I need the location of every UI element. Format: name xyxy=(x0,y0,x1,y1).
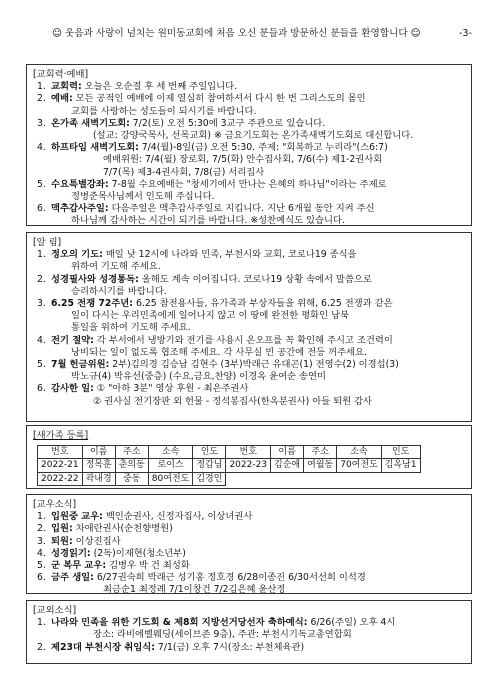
table-cell: 정목훈 xyxy=(82,459,115,472)
item-key: 입원중 교우: xyxy=(51,511,103,523)
list-item xyxy=(33,179,465,191)
table-cell: 여월동 xyxy=(304,459,337,472)
item-key: 나라와 민족을 위한 기도회 & 제8회 지방선거당선자 축하예식: xyxy=(51,617,308,629)
item-continuation: 일이 다시는 우리민족에게 일어나지 않고 이 땅에 완전한 평화인 남북 xyxy=(71,310,350,322)
item-number: 3. xyxy=(37,535,46,547)
item-text: 다음주일은 맥추감사주일로 지킵니다. 지난 6개월 동안 지켜 주신 xyxy=(108,203,375,215)
item-key: 입원: xyxy=(51,523,73,535)
section-title: [교외소식] xyxy=(33,605,77,616)
item-text: 오늘은 오순절 후 세 번째 주일입니다. xyxy=(81,81,238,93)
item-number: 4. xyxy=(37,334,46,346)
item-text: 7/4(월)-8일(금) 오전 5:30. 주제: "회복하고 누리라"(스6:7) xyxy=(138,142,388,154)
list-item xyxy=(33,511,465,523)
list-item xyxy=(33,584,465,596)
list-item xyxy=(33,396,465,408)
item-text: 6/26(주일) 오후 4시 xyxy=(307,617,396,629)
item-text: (2독)이재현(청소년부) xyxy=(90,547,186,559)
list-item xyxy=(33,191,465,203)
item-key: 퇴원: xyxy=(51,535,73,547)
section-title: [새가족 등록] xyxy=(33,430,89,441)
list-item xyxy=(33,347,465,359)
item-number: 2. xyxy=(37,93,46,105)
item-continuation: 예배위원: 7/4(월) 장로회, 7/5(화) 안수집사회, 7/6(수) 제1-2권사회 xyxy=(103,154,383,166)
list-item xyxy=(33,322,465,334)
item-key: 정오의 기도: xyxy=(51,249,103,261)
table-header-cell: 인도 xyxy=(193,446,226,459)
table-header-cell: 주소 xyxy=(115,446,148,459)
table-header-cell: 인도 xyxy=(381,446,420,459)
item-continuation: 7/7(목) 제3-4권사회, 7/8(금) 서리집사 xyxy=(103,166,265,178)
page-header xyxy=(52,28,472,40)
item-number: 2. xyxy=(37,523,46,535)
table-cell: 80여전도 xyxy=(148,472,193,485)
item-continuation: 낭비되는 일이 없도록 협조해 주세요. 각 사무실 빈 공간에 전등 꺼주세요. xyxy=(71,346,367,358)
item-text: 올해도 계속 이어집니다. 코로나19 상황 속에서 말씀으로 xyxy=(138,273,372,285)
item-key: 수요특별강좌: xyxy=(51,178,109,190)
item-text: 김병우 박 건 최성화 xyxy=(106,560,190,572)
item-continuation: 교회를 사랑하는 성도들이 되시기를 바랍니다. xyxy=(71,105,257,117)
item-text: 차애란권사(순천향병원) xyxy=(72,523,173,535)
table-cell: 70여전도 xyxy=(337,459,382,472)
item-text: ① "아하 3분" 영상 후원 - 최은주권사 xyxy=(93,383,249,395)
item-number: 2. xyxy=(37,641,46,653)
item-number: 5. xyxy=(37,359,46,371)
list-item xyxy=(33,572,465,584)
item-key: 금주 생일: xyxy=(51,572,94,584)
item-text: 7-8월 수요예배는 "창세기에서 만나는 은혜의 하나님"이라는 주제로 xyxy=(108,178,387,190)
table-header-row xyxy=(38,446,421,459)
item-number: 4. xyxy=(37,142,46,154)
list-item xyxy=(33,142,465,154)
item-number: 6. xyxy=(37,383,46,395)
item-key: 제23대 부천시장 취임식: xyxy=(51,641,155,653)
list-item xyxy=(33,536,465,548)
item-key: 예배: xyxy=(51,93,73,105)
item-text: 매일 낮 12시에 나라와 민족, 부천시와 교회, 코로나19 종식을 xyxy=(102,249,357,261)
list-item xyxy=(33,548,465,560)
table-cell: 곽내경 xyxy=(82,472,115,485)
table-header-cell: 주소 xyxy=(304,446,337,459)
item-text: 7/2(토) 오전 5:30에 3교구 주관으로 있습니다. xyxy=(129,117,326,129)
table-header-cell: 소속 xyxy=(148,446,193,459)
list-item xyxy=(33,154,465,166)
notice-section xyxy=(26,232,472,422)
list-item xyxy=(33,617,465,629)
new-family-table xyxy=(37,445,421,486)
outside-news-section xyxy=(26,600,472,664)
table-header-cell: 번호 xyxy=(226,446,271,459)
table-cell: 김옥남1 xyxy=(381,459,420,472)
list-item xyxy=(33,310,465,322)
item-key: 교회력: xyxy=(51,81,82,93)
list-item xyxy=(33,335,465,347)
section-title: [알 림] xyxy=(33,237,62,248)
table-cell: 중동 xyxy=(115,472,148,485)
item-number: 5. xyxy=(37,560,46,572)
item-number: 2. xyxy=(37,273,46,285)
list-item xyxy=(33,106,465,118)
item-number: 6. xyxy=(37,572,46,584)
item-key: 전기 절약: xyxy=(51,334,94,346)
item-key: 7월 헌금위원: xyxy=(51,359,110,371)
table-cell: 김경인 xyxy=(193,472,226,485)
table-cell: 춘의동 xyxy=(115,459,148,472)
table-cell: 정갑님 xyxy=(193,459,226,472)
table-cell: 2022-22 xyxy=(38,472,83,485)
section-title: [교회력·예배] xyxy=(33,69,89,80)
item-text: 백인순권사, 신정자집사, 이상녀권사 xyxy=(102,511,253,523)
item-text: 2부)김의경 김승남 김현수 (3부)박래근 유대곤(1) 전영수(2) 이경섭(3) xyxy=(109,359,399,371)
list-item xyxy=(33,118,465,130)
list-item xyxy=(33,215,465,227)
list-item xyxy=(33,203,465,215)
list-item xyxy=(33,383,465,395)
list-item xyxy=(33,249,465,261)
table-header-cell: 소속 xyxy=(337,446,382,459)
list-item xyxy=(33,560,465,572)
item-continuation: ② 권사실 전기장판 외 헌물 - 정석봉집사(한옥분권사) 아들 퇴원 감사 xyxy=(93,395,373,407)
item-key: 온가족 새벽기도회: xyxy=(51,117,130,129)
section-title: [교우소식] xyxy=(33,499,77,510)
item-key: 하프타임 새벽기도회: xyxy=(51,142,139,154)
list-item xyxy=(33,371,465,383)
item-key: 감사한 일: xyxy=(51,383,94,395)
item-text: 7/1(금) 오후 7시(장소: 부천체육관) xyxy=(154,641,305,653)
list-item xyxy=(33,359,465,371)
item-number: 1. xyxy=(37,511,46,523)
table-cell: 김순애 xyxy=(271,459,304,472)
item-continuation: 통일을 위하여 기도해 주세요. xyxy=(71,322,191,334)
item-continuation: 최금순1 최정례 7/1이창건 7/2김은혜 윤산정 xyxy=(103,584,286,596)
list-item xyxy=(33,130,465,142)
table-header-cell: 번호 xyxy=(38,446,83,459)
table-header-cell: 이름 xyxy=(82,446,115,459)
list-item xyxy=(33,167,465,179)
list-item xyxy=(33,629,465,641)
item-key: 6.25 전쟁 72주년: xyxy=(51,298,133,310)
item-continuation: 장소: 라비에벨웨딩(세이브존 9층), 주관: 부천시기독교총연합회 xyxy=(93,629,352,641)
item-text: 6.25 참전용사들, 유가족과 부상자들을 위해, 6.25 전쟁과 같은 xyxy=(133,298,393,310)
page-number: -3- xyxy=(458,28,472,39)
item-number: 1. xyxy=(37,81,46,93)
item-continuation: 박노규(4) 박유선(중층) (수요,금요,찬양) 이경옥 윤여순 송연미 xyxy=(71,371,326,383)
item-number: 3. xyxy=(37,298,46,310)
list-item xyxy=(33,286,465,298)
item-number: 6. xyxy=(37,203,46,215)
list-item xyxy=(33,93,465,105)
members-news-section xyxy=(26,494,472,594)
item-text: 각 부서에서 냉방기와 전기를 사용시 온오프를 꼭 확인해 주시고 조건력이 xyxy=(93,334,393,346)
table-row xyxy=(38,459,421,472)
table-cell: 2022-23 xyxy=(226,459,271,472)
table-cell: 로이스 xyxy=(148,459,193,472)
list-item xyxy=(33,298,465,310)
item-number: 1. xyxy=(37,617,46,629)
table-row xyxy=(38,472,421,485)
item-number: 3. xyxy=(37,117,46,129)
item-continuation: 하나님께 감사하는 시간이 되기를 바랍니다. ※성찬예식도 있습니다. xyxy=(71,215,345,227)
item-text: 이상진집사 xyxy=(72,535,121,547)
item-number: 1. xyxy=(37,249,46,261)
item-key: 맥추감사주일: xyxy=(51,203,109,215)
item-number: 5. xyxy=(37,178,46,190)
table-cell: 2022-21 xyxy=(38,459,83,472)
new-family-section xyxy=(26,425,472,489)
welcome-text: ☺ 웃음과 사랑이 넘치는 원미동교회에 처음 오신 분들과 방문하신 분들을 환영합니다 ☺ xyxy=(52,28,421,39)
list-item xyxy=(33,81,465,93)
item-key: 성경읽기: xyxy=(51,547,91,559)
item-continuation: (설교: 강양국목사, 선목교회) ※ 금요기도회는 온가족새벽기도회로 대신합니다. xyxy=(93,130,414,142)
item-continuation: 위하여 기도해 주세요. xyxy=(71,261,161,273)
list-item xyxy=(33,523,465,535)
item-text: 모든 공적인 예배에 이제 열심히 참여하셔서 다시 한 번 그리스도의 몸인 xyxy=(72,93,366,105)
item-continuation: 정병준목사님께서 인도해 주십니다. xyxy=(71,191,215,203)
worship-section xyxy=(26,64,472,226)
item-key: 성경필사와 성경통독: xyxy=(51,273,139,285)
item-key: 군 복무 교우: xyxy=(51,560,107,572)
item-number: 4. xyxy=(37,547,46,559)
item-continuation: 승리하시기를 바랍니다. xyxy=(71,285,167,297)
list-item xyxy=(33,642,465,654)
list-item xyxy=(33,274,465,286)
list-item xyxy=(33,261,465,273)
table-header-cell: 이름 xyxy=(271,446,304,459)
item-text: 6/27권숙희 박래근 성기홍 정호경 6/28이종진 6/30서선희 이석경 xyxy=(93,572,366,584)
